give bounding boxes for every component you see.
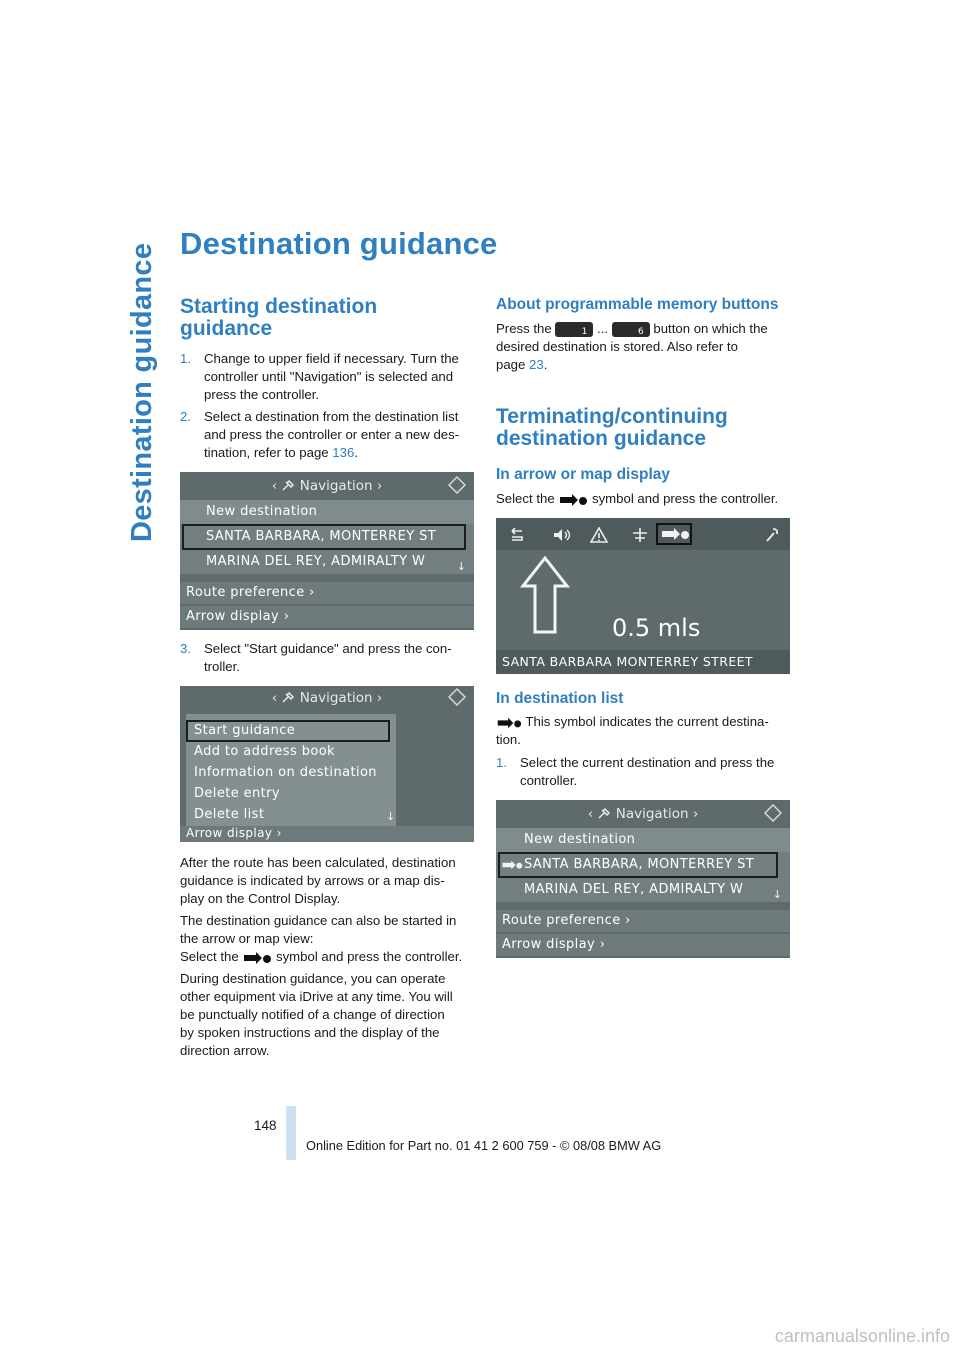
row-start-guidance[interactable]: Start guidance	[194, 723, 296, 738]
destination-flag-icon	[496, 716, 522, 730]
row-delete-list[interactable]: Delete list	[194, 807, 265, 822]
screen-navigation-list-1	[180, 472, 474, 630]
arrow-left-icon: ‹	[271, 690, 282, 706]
page-number: 148	[254, 1118, 277, 1133]
satellite-icon	[281, 480, 295, 492]
row-route-preference[interactable]: Route preference ›	[502, 913, 631, 928]
destination-flag-icon	[501, 859, 523, 871]
destination-flag-icon	[558, 493, 588, 507]
paragraph-arrow-map-view: The destination guidance can also be started in the arrow or map view: Select the symbol and press the controller.	[180, 913, 463, 964]
memory-button-6-icon: 6	[612, 322, 650, 337]
paragraph-route-calculated: After the route has been calculated, destination guidance is indicated by arrows or a map dis- play on the Control Display.	[180, 855, 456, 906]
row-route-preference[interactable]: Route preference ›	[186, 585, 315, 600]
compass-icon	[448, 688, 466, 706]
footer-edition: Online Edition for Part no. 01 41 2 600 759 - © 08/08 BMW AG	[306, 1138, 662, 1153]
back-icon[interactable]	[508, 528, 526, 542]
traffic-icon[interactable]	[630, 527, 650, 543]
paragraph-destination-list: This symbol indicates the current destina- tion.	[496, 714, 769, 747]
row-santa-barbara[interactable]: SANTA BARBARA, MONTERREY ST	[524, 857, 755, 872]
screen-title: ‹ Navigation ›	[271, 478, 383, 494]
step-right-1: 1. Select the current destination and press the controller.	[496, 755, 775, 788]
screen-arrow-display	[496, 518, 790, 674]
step-3: 3. Select "Start guidance" and press the con- troller.	[180, 641, 452, 674]
arrow-left-icon: ‹	[271, 478, 282, 494]
heading-arrow-map-display: In arrow or map display	[496, 466, 670, 483]
settings-wrench-icon[interactable]	[764, 527, 780, 543]
screen-title: ‹ Navigation ›	[271, 690, 383, 706]
screen-title: ‹ Navigation ›	[587, 806, 699, 822]
screen-navigation-list-2	[180, 686, 474, 842]
warning-icon[interactable]	[590, 527, 608, 543]
screen-navigation-list-current	[496, 800, 790, 958]
page-link-23[interactable]: 23	[529, 357, 544, 372]
destination-flag-icon	[242, 951, 272, 965]
row-arrow-display[interactable]: Arrow display ›	[502, 937, 606, 952]
row-new-destination[interactable]: New destination	[206, 504, 318, 519]
speaker-icon[interactable]	[552, 528, 572, 542]
heading-destination-list: In destination list	[496, 690, 624, 707]
destination-symbol-button[interactable]	[656, 523, 692, 545]
page-title: Destination guidance	[180, 226, 498, 261]
destination-flag-icon	[660, 527, 690, 541]
scroll-down-icon: ↓	[386, 810, 396, 823]
watermark: carmanualsonline.info	[774, 1326, 950, 1346]
memory-button-1-icon: 1	[555, 322, 593, 337]
row-arrow-display[interactable]: Arrow display ›	[186, 609, 290, 624]
satellite-icon	[281, 692, 295, 704]
step-2: 2. Select a destination from the destination list and press the controller or enter a new des- tination, refer to page 136.	[180, 409, 460, 460]
step-1: 1. Change to upper field if necessary. Turn the controller until "Navigation" is selected and press the controller.	[180, 351, 459, 402]
row-arrow-display[interactable]: Arrow display ›	[186, 826, 282, 840]
side-chapter-tab	[126, 232, 156, 542]
row-add-to-address-book[interactable]: Add to address book	[194, 744, 335, 759]
paragraph-arrow-display: Select the symbol and press the controller.	[496, 491, 779, 506]
section-heading-terminating: Terminating/continuing destination guidance	[496, 405, 728, 450]
side-chapter-label: Destination guidance	[126, 242, 158, 542]
paragraph-idrive: During destination guidance, you can operate other equipment via iDrive at any time. You will be punctually notified of a change of direction by spoken instructions and the display of the direction arrow.	[180, 971, 453, 1058]
row-delete-entry[interactable]: Delete entry	[194, 786, 281, 801]
compass-icon	[448, 476, 466, 494]
street-name: SANTA BARBARA MONTERREY STREET	[502, 654, 753, 669]
scroll-down-icon: ↓	[772, 888, 782, 901]
compass-icon	[764, 804, 782, 822]
page-link-136[interactable]: 136	[332, 445, 355, 460]
row-new-destination[interactable]: New destination	[524, 832, 636, 847]
row-marina-del-rey[interactable]: MARINA DEL REY, ADMIRALTY W	[206, 554, 426, 569]
heading-memory-buttons: About programmable memory buttons	[496, 296, 779, 313]
footer-bar	[286, 1106, 296, 1160]
distance-readout: 0.5 mls	[612, 614, 701, 642]
row-santa-barbara[interactable]: SANTA BARBARA, MONTERREY ST	[206, 529, 437, 544]
section-heading-starting: Starting destination guidance	[180, 295, 378, 340]
paragraph-memory-buttons: Press the 1 ... 6 button on which the desired destination is stored. Also refer to page 23.	[496, 321, 768, 372]
satellite-icon	[597, 808, 611, 820]
arrow-left-icon: ‹	[587, 806, 598, 822]
direction-arrow-up-icon	[520, 556, 570, 636]
row-information-on-destination[interactable]: Information on destination	[194, 765, 377, 780]
arrow-right-icon: ›	[376, 690, 383, 706]
arrow-right-icon: ›	[376, 478, 383, 494]
arrow-right-icon: ›	[692, 806, 699, 822]
row-marina-del-rey[interactable]: MARINA DEL REY, ADMIRALTY W	[524, 882, 744, 897]
scroll-down-icon: ↓	[456, 560, 466, 573]
